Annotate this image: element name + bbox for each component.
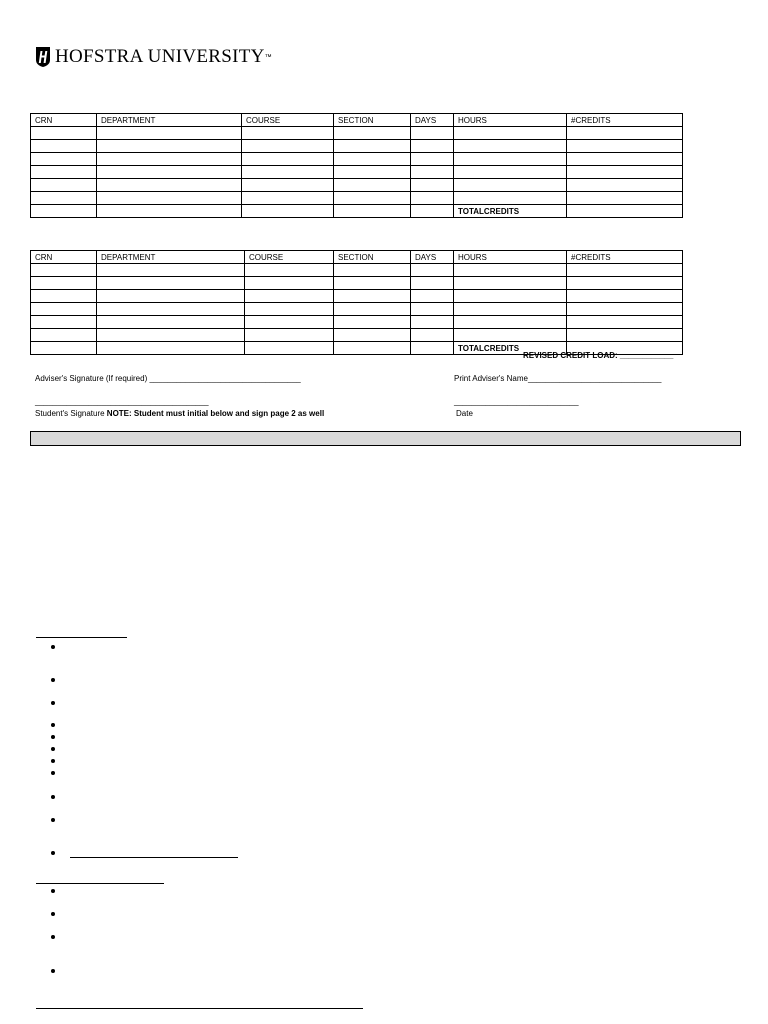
col-header-hours: HOURS [454,251,567,264]
col-header-department: DEPARTMENT [97,114,242,127]
table-cell[interactable] [31,264,97,277]
student-signature-label [35,409,324,419]
table-cell[interactable] [31,205,97,218]
table-cell[interactable] [245,290,334,303]
table-cell[interactable] [31,153,97,166]
date-label: Date [456,409,473,418]
table-cell[interactable] [411,264,454,277]
table-cell[interactable] [411,140,454,153]
table-row [31,192,683,205]
course-table-1 [30,113,683,218]
print-adviser-name-field[interactable]: Print Adviser's Name______________________________ [454,374,662,383]
bullet-marker [51,747,55,751]
table-cell[interactable] [97,329,245,342]
table-cell[interactable] [334,277,411,290]
student-signature-prefix: Student's Signature [35,409,107,418]
table-cell[interactable] [242,127,334,140]
table-cell[interactable] [242,140,334,153]
table-cell[interactable] [567,127,683,140]
student-signature-note: NOTE: Student must initial below and sign page 2 as well [106,409,325,418]
table-cell[interactable] [97,277,245,290]
table-cell[interactable] [567,166,683,179]
table-cell[interactable] [334,329,411,342]
table-cell[interactable] [242,205,334,218]
date-line[interactable]: ____________________________ [454,397,579,406]
adviser-signature-field[interactable]: Adviser's Signature (If required) __________________________________ [35,374,301,383]
table-cell[interactable] [411,316,454,329]
section-heading-rule [36,637,127,638]
table-cell[interactable] [242,179,334,192]
table-cell[interactable] [97,179,242,192]
table-cell[interactable] [31,329,97,342]
table-cell[interactable] [567,179,683,192]
table-cell[interactable] [334,290,411,303]
underline-rule [70,857,238,858]
table-cell[interactable] [567,277,683,290]
bullet-marker [51,818,55,822]
table-cell[interactable] [411,192,454,205]
table-cell[interactable] [31,303,97,316]
table-cell[interactable] [567,303,683,316]
revised-credit-load[interactable]: REVISED CREDIT LOAD: ____________ [523,351,674,360]
table-cell[interactable] [454,329,567,342]
table-cell[interactable] [31,140,97,153]
table-cell[interactable] [334,192,411,205]
col-header-course: COURSE [245,251,334,264]
table-row [31,277,683,290]
table-cell[interactable] [454,179,567,192]
col-header-course: COURSE [242,114,334,127]
bullet-marker [51,759,55,763]
table-cell[interactable] [454,192,567,205]
table-cell[interactable] [411,205,454,218]
table-cell[interactable] [245,264,334,277]
table-cell[interactable] [242,192,334,205]
table-cell[interactable] [411,179,454,192]
table-cell[interactable] [245,329,334,342]
table-cell[interactable] [97,290,245,303]
bullet-marker [51,701,55,705]
table-cell[interactable] [454,166,567,179]
table-cell[interactable] [97,192,242,205]
table-cell[interactable] [97,342,245,355]
col-header-section: SECTION [334,251,411,264]
table-cell[interactable] [411,303,454,316]
table-cell[interactable] [97,140,242,153]
table-cell[interactable] [334,303,411,316]
bullet-marker [51,771,55,775]
section-heading-rule [36,1008,363,1009]
bullet-marker [51,912,55,916]
bullet-marker [51,735,55,739]
table-cell[interactable] [411,329,454,342]
col-header-department: DEPARTMENT [97,251,245,264]
table-cell[interactable] [97,153,242,166]
section-heading-rule [36,883,164,884]
total-credits-label: TOTALCREDITS [454,342,567,355]
table-header-row [31,251,683,264]
col-header-days: DAYS [411,251,454,264]
table-body [31,127,683,218]
table-cell[interactable] [334,153,411,166]
table-cell[interactable] [97,303,245,316]
table-cell[interactable] [31,127,97,140]
table-cell[interactable] [97,166,242,179]
table-cell[interactable] [245,316,334,329]
table-cell[interactable] [454,127,567,140]
table-cell[interactable] [454,303,567,316]
table-cell[interactable] [97,127,242,140]
logo-wordmark: HOFSTRA UNIVERSITY [55,46,265,67]
total-row [31,205,683,218]
col-header-crn: CRN [31,114,97,127]
col-header-days: DAYS [411,114,454,127]
table-cell[interactable] [334,127,411,140]
table-cell[interactable] [334,179,411,192]
table-cell[interactable] [454,264,567,277]
table-cell[interactable] [242,153,334,166]
col-header-hours: HOURS [454,114,567,127]
table-cell[interactable] [567,329,683,342]
hofstra-logo [34,44,272,70]
table-cell[interactable] [31,342,97,355]
table-row [31,140,683,153]
table-cell[interactable] [334,140,411,153]
table-cell[interactable] [454,140,567,153]
col-header-crn: CRN [31,251,97,264]
table-row [31,166,683,179]
table-cell[interactable] [411,153,454,166]
table-cell[interactable] [245,342,334,355]
table-cell[interactable] [454,153,567,166]
table-cell[interactable] [411,342,454,355]
table-cell[interactable] [567,316,683,329]
table-cell[interactable] [31,179,97,192]
table-cell[interactable] [567,205,683,218]
table-cell[interactable] [334,264,411,277]
table-row [31,329,683,342]
course-table-2 [30,250,683,355]
table-cell[interactable] [411,277,454,290]
table-cell[interactable] [97,264,245,277]
table-header-row [31,114,683,127]
bullet-marker [51,969,55,973]
table-cell[interactable] [31,290,97,303]
col-header-credits: #CREDITS [567,251,683,264]
student-signature-line[interactable]: _______________________________________ [35,397,209,406]
bullet-marker [51,645,55,649]
table-cell[interactable] [334,342,411,355]
table-cell[interactable] [245,277,334,290]
table-row [31,179,683,192]
table-cell[interactable] [97,316,245,329]
table-cell[interactable] [411,166,454,179]
table-cell[interactable] [334,166,411,179]
table-cell[interactable] [31,316,97,329]
col-header-credits: #CREDITS [567,114,683,127]
table-cell[interactable] [454,290,567,303]
table-cell[interactable] [242,166,334,179]
bullet-marker [51,678,55,682]
shield-icon [34,46,52,68]
table-cell[interactable] [334,205,411,218]
table-cell[interactable] [567,140,683,153]
col-header-section: SECTION [334,114,411,127]
table-cell[interactable] [31,192,97,205]
table-cell[interactable] [411,127,454,140]
table-cell[interactable] [31,166,97,179]
table-cell[interactable] [567,153,683,166]
table-cell[interactable] [567,290,683,303]
table-cell[interactable] [97,205,242,218]
table-row [31,290,683,303]
table-cell[interactable] [334,316,411,329]
bullet-marker [51,723,55,727]
table-row [31,153,683,166]
table-cell[interactable] [411,290,454,303]
bullet-marker [51,935,55,939]
table-row [31,316,683,329]
table-cell[interactable] [454,316,567,329]
bullet-marker [51,889,55,893]
bullet-marker [51,795,55,799]
table-body [31,264,683,355]
bullet-marker [51,851,55,855]
table-row [31,127,683,140]
total-credits-label: TOTALCREDITS [454,205,567,218]
table-row [31,264,683,277]
trademark-symbol: ™ [264,53,272,61]
table-cell[interactable] [31,277,97,290]
shaded-section-bar [30,431,741,446]
table-cell[interactable] [245,303,334,316]
table-cell[interactable] [567,264,683,277]
table-row [31,303,683,316]
table-cell[interactable] [454,277,567,290]
table-cell[interactable] [567,192,683,205]
